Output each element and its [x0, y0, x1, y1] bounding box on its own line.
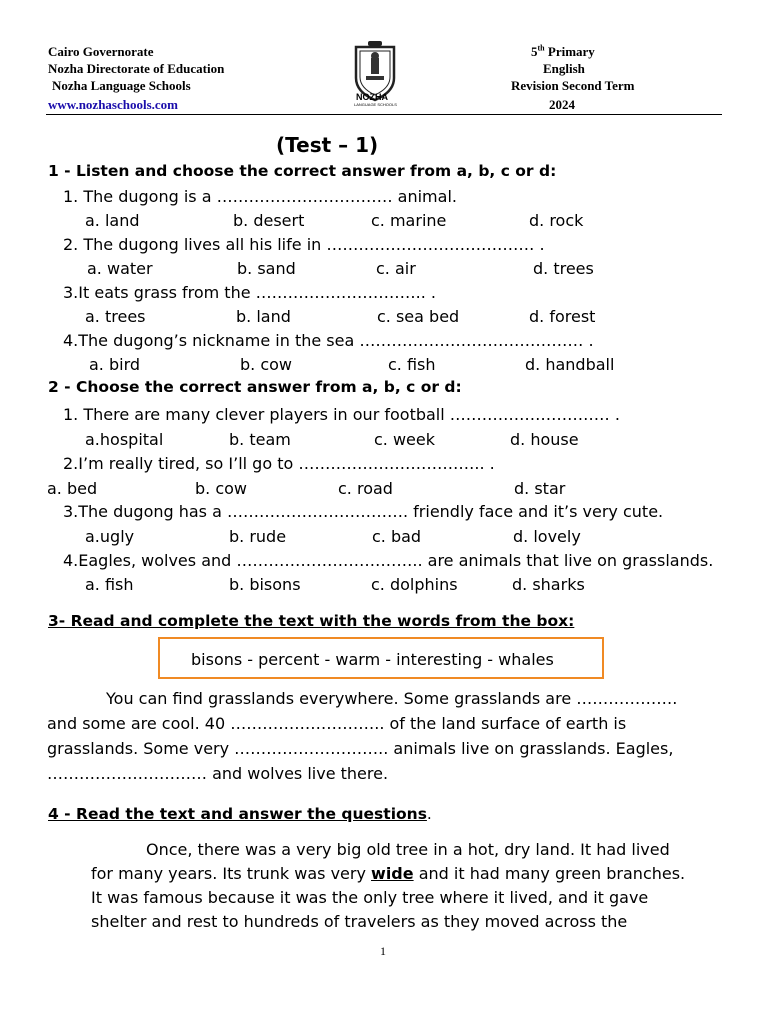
- s4-passage-line-4: shelter and rest to hundreds of travelers as they moved across the: [91, 912, 628, 931]
- s1-q4-option-c: c. fish: [388, 355, 436, 374]
- s2-question-2: 2.I’m really tired, so I’ll go to …………………………….. .: [63, 454, 495, 473]
- header-school: Nozha Language Schools: [52, 78, 191, 93]
- s4-passage-line-3: It was famous because it was the only tree where it lived, and it gave: [91, 888, 649, 907]
- s2-q3-option-b: b. rude: [229, 527, 287, 546]
- s4-passage-line-1: Once, there was a very big old tree in a hot, dry land. It had lived: [146, 840, 670, 859]
- s2-q2-option-c: c. road: [338, 479, 393, 498]
- s1-q3-option-b: b. land: [236, 307, 291, 326]
- header-divider: [46, 114, 722, 115]
- section-1-heading: 1 - Listen and choose the correct answer from a, b, c or d:: [48, 162, 557, 180]
- s2-q3-option-c: c. bad: [372, 527, 422, 546]
- s2-q2-option-a: a. bed: [47, 479, 98, 498]
- page-number: 1: [380, 944, 386, 958]
- s1-q2-option-b: b. sand: [237, 259, 296, 278]
- s2-question-1: 1. There are many clever players in our football ………………………… .: [63, 405, 620, 424]
- s1-q4-option-d: d. handball: [525, 355, 615, 374]
- s3-text-line-2: and some are cool. 40 ……………………….. of the land surface of earth is: [47, 714, 627, 733]
- section-3-heading: 3- Read and complete the text with the words from the box:: [48, 612, 575, 630]
- header-term: Revision Second Term: [511, 78, 635, 93]
- s1-question-2: 2. The dugong lives all his life in ………………………………… .: [63, 235, 545, 254]
- s1-q2-option-c: c. air: [376, 259, 416, 278]
- s3-text-line-1: You can find grasslands everywhere. Some grasslands are ……………….: [106, 689, 678, 708]
- s2-q1-option-a: a.hospital: [85, 430, 164, 449]
- s2-question-4: 4.Eagles, wolves and …………………………….. are animals that live on grasslands.: [63, 551, 714, 570]
- header-year: 2024: [549, 97, 575, 112]
- s2-q2-option-b: b. cow: [195, 479, 247, 498]
- header-subject: English: [543, 61, 585, 76]
- word-box-text: bisons - percent - warm - interesting - whales: [191, 650, 554, 669]
- s2-q4-option-c: c. dolphins: [371, 575, 458, 594]
- s3-text-line-3: grasslands. Some very ……………………….. animals live on grasslands. Eagles,: [47, 739, 674, 758]
- s1-q2-option-a: a. water: [87, 259, 153, 278]
- s1-q1-option-c: c. marine: [371, 211, 447, 230]
- header-governorate: Cairo Governorate: [48, 44, 154, 59]
- header-grade: 5th Primary: [531, 43, 595, 59]
- s1-q1-option-b: b. desert: [233, 211, 305, 230]
- header-website-link[interactable]: www.nozhaschools.com: [48, 97, 179, 112]
- s1-q1-option-d: d. rock: [529, 211, 584, 230]
- s1-q2-option-d: d. trees: [533, 259, 594, 278]
- s1-q3-option-d: d. forest: [529, 307, 596, 326]
- s2-q2-option-d: d. star: [514, 479, 566, 498]
- section-4-heading: 4 - Read the text and answer the questions.: [48, 805, 432, 823]
- section-2-heading: 2 - Choose the correct answer from a, b, c or d:: [48, 378, 462, 396]
- s2-q4-option-d: d. sharks: [512, 575, 585, 594]
- s2-q4-option-a: a. fish: [85, 575, 134, 594]
- header-directorate: Nozha Directorate of Education: [48, 61, 225, 76]
- s1-question-4: 4.The dugong’s nickname in the sea …………………………………… .: [63, 331, 594, 350]
- s2-q3-option-a: a.ugly: [85, 527, 135, 546]
- s4-passage-line-2: for many years. Its trunk was very wide and it had many green branches.: [91, 864, 686, 883]
- test-title: (Test – 1): [276, 133, 379, 157]
- logo-name: NOZHA: [356, 92, 388, 102]
- s3-text-line-4: ………………………… and wolves live there.: [47, 764, 389, 783]
- s1-q3-option-c: c. sea bed: [377, 307, 460, 326]
- s1-q4-option-a: a. bird: [89, 355, 141, 374]
- s1-q4-option-b: b. cow: [240, 355, 292, 374]
- s2-question-3: 3.The dugong has a ……………………………. friendly face and it’s very cute.: [63, 502, 664, 521]
- s2-q1-option-d: d. house: [510, 430, 579, 449]
- s2-q1-option-b: b. team: [229, 430, 291, 449]
- s2-q4-option-b: b. bisons: [229, 575, 301, 594]
- s1-question-1: 1. The dugong is a …………………………… animal.: [63, 187, 457, 206]
- s1-question-3: 3.It eats grass from the ………………………….. .: [63, 283, 436, 302]
- logo-subtitle: LANGUAGE SCHOOLS: [354, 102, 397, 107]
- s1-q3-option-a: a. trees: [85, 307, 146, 326]
- s2-q1-option-c: c. week: [374, 430, 436, 449]
- s1-q1-option-a: a. land: [85, 211, 140, 230]
- s2-q3-option-d: d. lovely: [513, 527, 581, 546]
